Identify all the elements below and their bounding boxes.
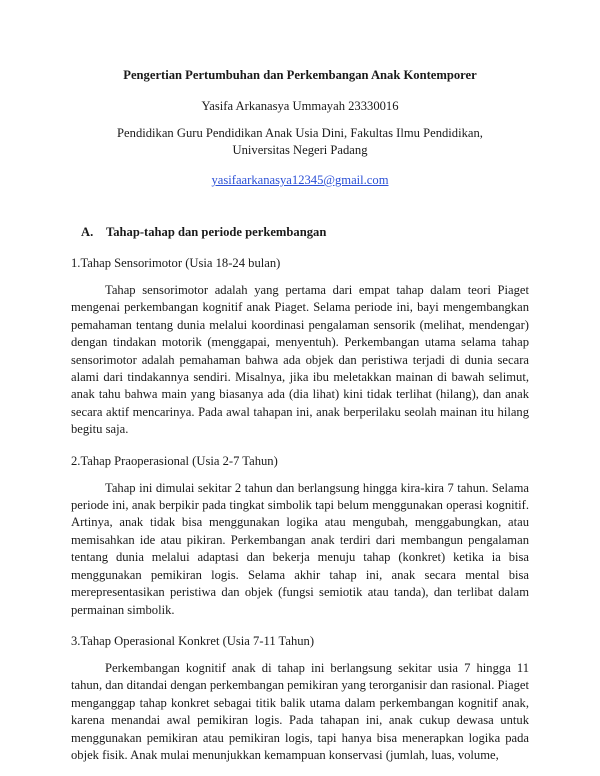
document-page [71,62,529,776]
stage-title-sensorimotor: 1.Tahap Sensorimotor (Usia 18-24 bulan) [71,256,281,270]
email-link[interactable]: yasifaarkanasya12345@gmail.com [211,173,389,187]
section-heading-text: Tahap-tahap dan periode perkembangan [106,225,327,239]
affiliation-line-1: Pendidikan Guru Pendidikan Anak Usia Dini, Fakultas Ilmu Pendidikan, [117,126,483,140]
document-title: Pengertian Pertumbuhan dan Perkembangan Anak Kontemporer [123,68,477,82]
stage-paragraph-operasional-konkret: Perkembangan kognitif anak di tahap ini berlangsung sekitar usia 7 hingga 11 tahun, dan ditandai dengan perkembangan pemikiran yang terorganisir dan rasional. Piaget menganggap tahap konkret sebagai titik balik utama dalam perkembangan kognitif anak, karena menandai awal pemikiran logis. Pada tahapan ini, anak cukup dewasa untuk menggunakan pemikiran atau pemikiran logis, tapi hanya bisa menerapkan logika pada objek fisik. Anak mulai menunjukkan kemampuan konservasi (jumlah, luas, volume, [71,660,529,762]
stage-paragraph-sensorimotor: Tahap sensorimotor adalah yang pertama dari empat tahap dalam teori Piaget mengenai perkembangan kognitif anak Piaget. Selama periode ini, bayi mengembangkan pemahaman tentang dunia melalui koordinasi pengalaman sensorik (melihat, mendengar) dengan tindakan motorik (menggapai, menyentuh). Perkembangan utama selama tahap sensorimotor adalah pemahaman bahwa ada objek dan peristiwa terjadi di dunia secara alami dari tindakannya sendiri. Misalnya, jika ibu meletakkan mainan di bawah selimut, anak tahu bahwa main yang biasanya ada (dia lihat) kini tidak terlihat (hilang), dan anak secara aktif mencarinya. Pada awal tahapan ini, anak berperilaku seolah mainan itu hilang begitu saja. [71,283,529,437]
stage-title-praoperasional: 2.Tahap Praoperasional (Usia 2-7 Tahun) [71,453,278,468]
author-line: Yasifa Arkanasya Ummayah 23330016 [201,99,399,113]
section-heading [81,223,529,241]
stage-title-operasional-konkret: 3.Tahap Operasional Konkret (Usia 7-11 Tahun) [71,633,315,648]
stage-paragraph-praoperasional: Tahap ini dimulai sekitar 2 tahun dan berlangsung hingga kira-kira 7 tahun. Selama periode ini, anak berpikir pada tingkat simbolik tapi belum menggunakan operasi kognitif. Artinya, anak tidak bisa menggunakan logika atau mengubah, menggabungkan, atau memisahkan ide atau pikiran. Perkembangan anak terdiri dari membangun pengalaman tentang dunia melalui adaptasi dan bekerja menuju tahap (konkret) ketika ia bisa menggunakan pemikiran logis. Selama akhir tahap ini, anak secara mental bisa merepresentasikan peristiwa dan objek (fungsi semiotik atau tanda), dan terlibat dalam permainan simbolik. [71,480,529,617]
section-letter: A. [81,225,94,239]
affiliation-line-2: Universitas Negeri Padang [232,143,368,157]
